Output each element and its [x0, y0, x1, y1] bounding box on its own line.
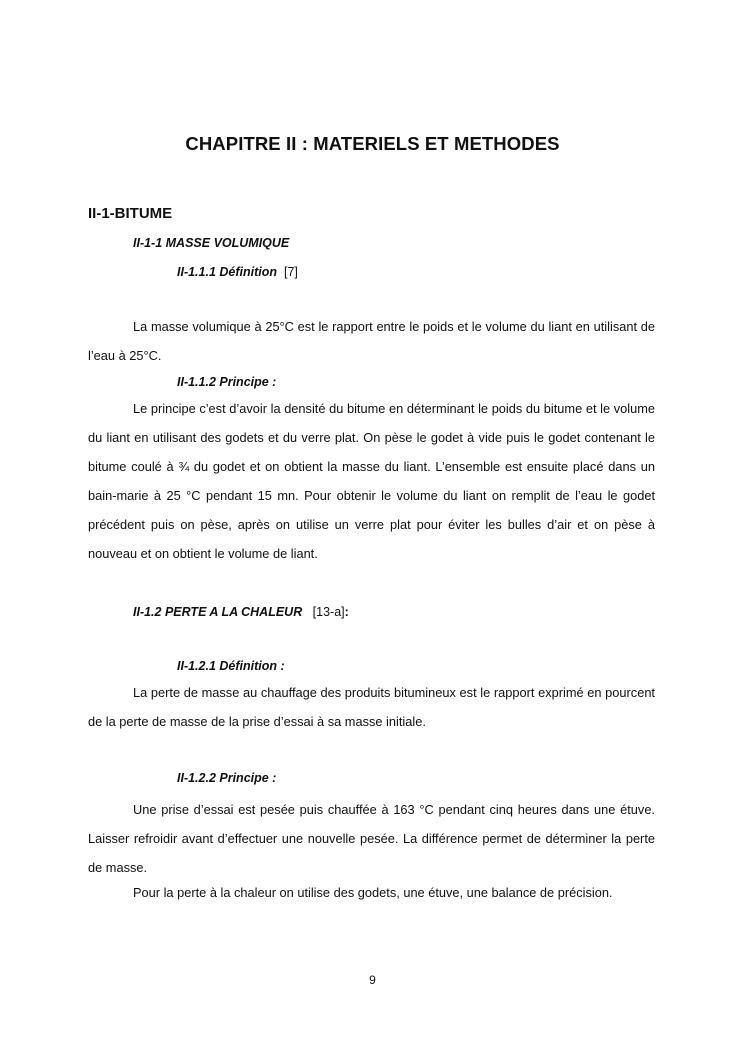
definition-heading-2: II-1.2.1 Définition : — [177, 659, 285, 673]
definition-1-paragraph: La masse volumique à 25°C est le rapport entre le poids et le volume du liant en utilisant de l’eau à 25°C. — [88, 319, 655, 363]
subsection-2-reference: [13-a] — [312, 605, 345, 619]
subsection-2-colon: : — [344, 605, 349, 619]
page-number: 9 — [369, 973, 376, 987]
definition-heading-1-text: II-1.1.1 Définition — [177, 265, 278, 279]
subsection-heading-perte-chaleur — [133, 605, 349, 619]
principe-1-paragraph: Le principe c’est d’avoir la densité du bitume en déterminant le poids du bitume et le volume du liant en utilisant des godets et du verre plat. On pèse le godet à vide puis le godet contenant le bitume coulé à ¾ du godet et on obtient la masse du liant. L’ensemble est ensuite placé dans un bain-marie à 25 °C pendant 15 mn. Pour obtenir le volume du liant on remplit de l’eau le godet précédent puis on pèse, après on utilise un verre plat pour éviter les bulles d’air et on pèse à nouveau et on obtient le volume de liant. — [88, 401, 655, 561]
subsection-2-title: II-1.2 PERTE A LA CHALEUR — [133, 605, 303, 619]
section-heading: II-1-BITUME — [88, 205, 173, 222]
subsection-heading-masse-volumique: II-1-1 MASSE VOLUMIQUE — [133, 236, 290, 250]
definition-1-reference: [7] — [283, 265, 298, 279]
principe-2-paragraph: Une prise d’essai est pesée puis chauffée à 163 °C pendant cinq heures dans une étuve. Laisser refroidir avant d’effectuer une nouvelle pesée. La différence permet de déterminer la perte de masse. — [88, 802, 655, 875]
chapter-title: CHAPITRE II : MATERIELS ET METHODES — [185, 133, 560, 154]
principe-heading-1: II-1.1.2 Principe : — [177, 375, 277, 389]
principe-heading-2: II-1.2.2 Principe : — [177, 771, 277, 785]
definition-2-paragraph: La perte de masse au chauffage des produits bitumineux est le rapport exprimé en pourcent de la perte de masse de la prise d’essai à sa masse initiale. — [88, 685, 655, 729]
principe-2-paragraph-2: Pour la perte à la chaleur on utilise des godets, une étuve, une balance de précision. — [133, 885, 613, 900]
definition-heading-1 — [177, 265, 298, 279]
